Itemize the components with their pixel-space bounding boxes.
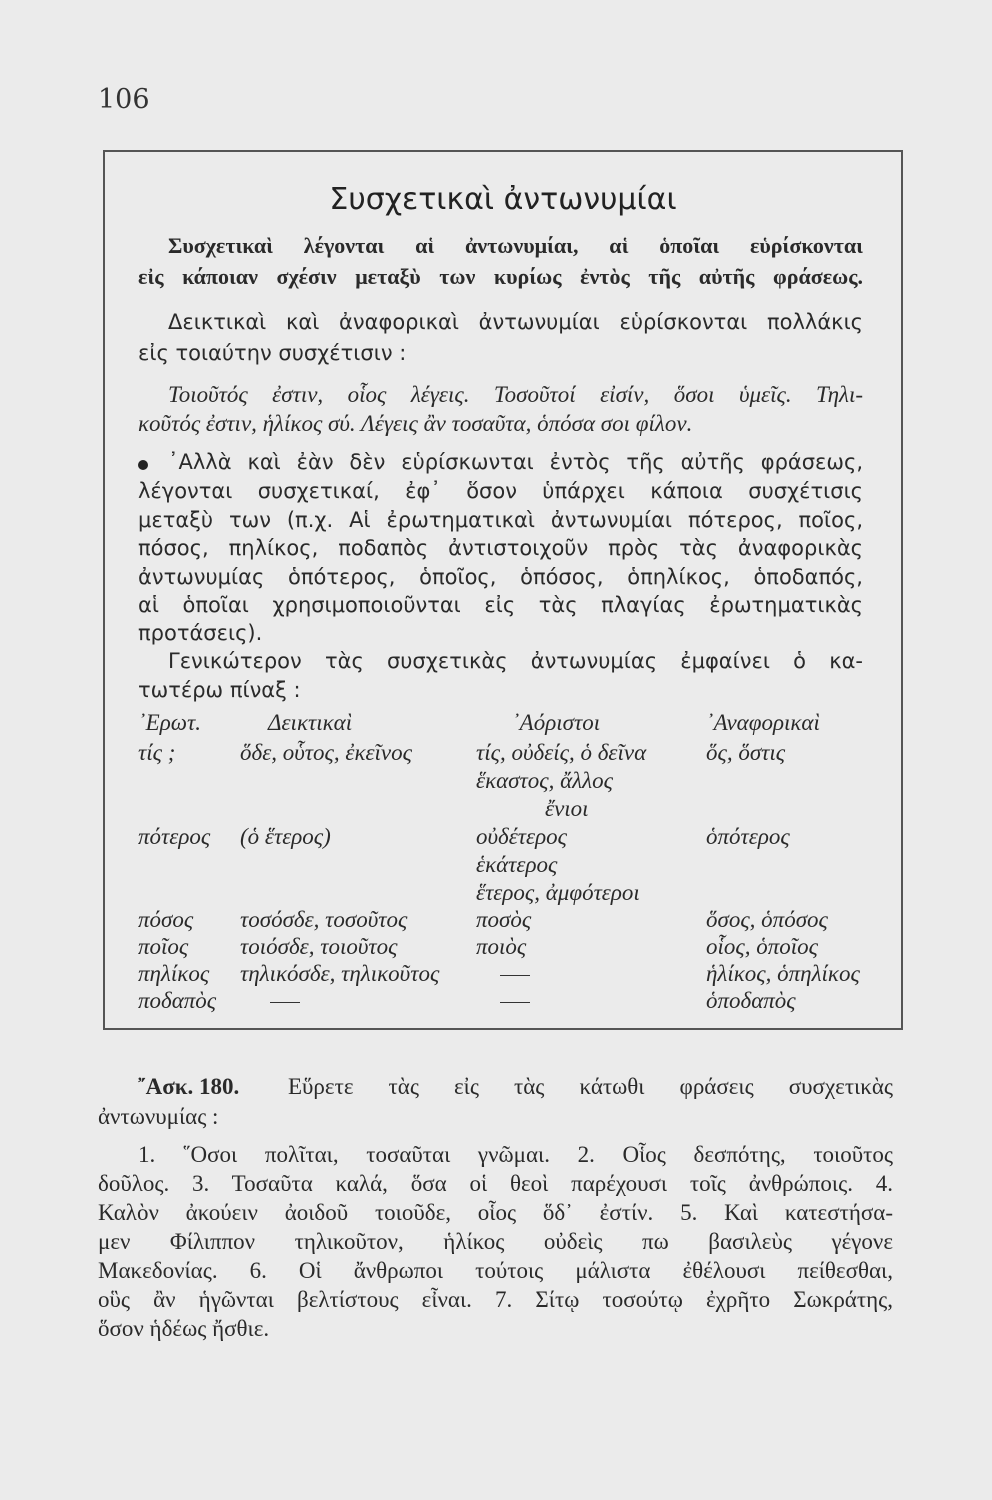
empty-dash <box>500 975 530 976</box>
bullet-marker <box>138 460 148 470</box>
table-cell: ποσὸς <box>476 907 532 932</box>
exercise-line: ὅσον ἡδέως ἤσθιε. <box>98 1316 270 1341</box>
note-line: ᾿Αλλὰ καὶ ἐὰν δὲν εὑρίσκωνται ἐντὸς τῆς αὐτῆς φράσεως, <box>168 450 863 474</box>
note-line: μεταξὺ των (π.χ. Αἱ ἐρωτηματικαὶ ἀντωνυμίαι πότερος, ποῖος, <box>138 508 863 532</box>
exercise-line: οὓς ἂν ἡγῶνται βελτίστους εἶναι. 7. Σίτῳ τοσούτῳ ἐχρῆτο Σωκράτης, <box>98 1287 893 1312</box>
example-line: κοῦτός ἐστιν, ἡλίκος σύ. Λέγεις ἂν τοσαῦτα, ὁπόσα σοι φίλον. <box>138 411 693 436</box>
page-number: 106 <box>98 84 150 115</box>
table-cell: ὅσος, ὁπόσος <box>706 907 828 932</box>
table-cell: πόσος <box>138 907 194 932</box>
table-cell: πότερος <box>138 824 211 849</box>
note-line: προτάσεις). <box>138 621 263 645</box>
table-cell: ἡλίκος, ὁπηλίκος <box>706 961 860 986</box>
note-line: πόσος, πηλίκος, ποδαπὸς ἀντιστοιχοῦν πρὸς τὰς ἀναφορικὰς <box>138 536 863 560</box>
general-line: Γενικώτερον τὰς συσχετικὰς ἀντωνυμίας ἐμφαίνει ὁ κα- <box>168 649 863 673</box>
table-cell: ἕτερος, ἀμφότεροι <box>476 880 640 905</box>
intro-line: Δεικτικαὶ καὶ ἀναφορικαὶ ἀντωνυμίαι εὑρίσκονται πολλάκις <box>168 310 863 334</box>
empty-dash <box>500 1002 530 1003</box>
table-cell: τηλικόσδε, τηλικοῦτος <box>240 961 440 986</box>
definition-line: Συσχετικαὶ λέγονται αἱ ἀντωνυμίαι, αἱ ὁποῖαι εὑρίσκονται <box>168 233 863 258</box>
exercise-prompt: Εὕρετε τὰς εἰς τὰς κάτωθι φράσεις συσχετικὰς <box>288 1074 893 1099</box>
exercise-line: Μακεδονίας. 6. Οἱ ἄνθρωποι τούτοις μάλιστα ἐθέλουσι πείθεσθαι, <box>98 1258 893 1283</box>
table-cell: ποιὸς <box>476 934 527 959</box>
note-line: λέγονται συσχετικαί, ἐφ᾿ ὅσον ὑπάρχει κάποια συσχέτισις <box>138 479 863 503</box>
exercise-line: μεν Φίλιππον τηλικοῦτον, ἡλίκος οὐδεὶς πω βασιλεὺς γέγονε <box>98 1229 893 1254</box>
note-line: αἱ ὁποῖαι χρησιμοποιοῦνται εἰς τὰς πλαγίας ἐρωτηματικὰς <box>138 593 863 617</box>
exercise-line: Καλὸν ἀκούειν ἀοιδοῦ τοιοῦδε, οἷος ὅδ᾿ ἐστίν. 5. Καὶ κατεστήσα- <box>98 1200 893 1225</box>
table-cell: ὅς, ὅστις <box>706 740 786 765</box>
table-header-relative: ᾿Αναφορικαὶ <box>706 710 820 735</box>
table-cell: οὐδέτερος <box>476 824 567 849</box>
table-cell: ὅδε, οὗτος, ἐκεῖνος <box>240 740 412 765</box>
exercise-label: ῎Ασκ. 180. <box>138 1074 240 1099</box>
table-cell: πηλίκος <box>138 961 210 986</box>
table-cell: τίς, οὐδείς, ὁ δεῖνα <box>476 740 647 765</box>
table-cell: ποδαπὸς <box>138 988 217 1013</box>
table-cell: ἕκαστος, ἄλλος <box>476 768 613 793</box>
table-cell: ὁποδαπὸς <box>706 988 796 1013</box>
exercise-line: δοῦλος. 3. Τοσαῦτα καλά, ὅσα οἱ θεοὶ παρέχουσι τοῖς ἀνθρώποις. 4. <box>98 1171 893 1196</box>
box-title: Συσχετικαὶ ἀντωνυμίαι <box>329 182 677 217</box>
definition-line: εἰς κάποιαν σχέσιν μεταξὺ των κυρίως ἐντὸς τῆς αὐτῆς φράσεως. <box>138 264 863 289</box>
table-cell: τοιόσδε, τοιοῦτος <box>240 934 398 959</box>
exercise-line: 1. ῞Οσοι πολῖται, τοσαῦται γνῶμαι. 2. Οἷος δεσπότης, τοιοῦτος <box>138 1142 893 1167</box>
general-line: τωτέρω πίναξ : <box>138 678 301 702</box>
table-header-interrogative: ᾿Ερωτ. <box>138 710 201 735</box>
table-cell: ὁπότερος <box>706 824 790 849</box>
note-line: ἀντωνυμίας ὁπότερος, ὁποῖος, ὁπόσος, ὁπηλίκος, ὁποδαπός, <box>138 565 863 589</box>
table-cell: ἑκάτερος <box>476 852 558 877</box>
table-header-demonstrative: Δεικτικαὶ <box>268 710 353 735</box>
table-cell: τοσόσδε, τοσοῦτος <box>240 907 408 932</box>
exercise-prompt-line: ἀντωνυμίας : <box>98 1104 219 1129</box>
empty-dash <box>270 1002 300 1003</box>
table-cell: οἷος, ὁποῖος <box>706 934 818 959</box>
table-header-indefinite: ᾿Αόριστοι <box>512 710 601 735</box>
table-cell: ποῖος <box>138 934 189 959</box>
table-cell: (ὁ ἕτερος) <box>240 824 331 849</box>
example-line: Τοιοῦτός ἐστιν, οἷος λέγεις. Τοσοῦτοί εἰσίν, ὅσοι ὑμεῖς. Τηλι- <box>168 382 863 407</box>
table-cell: τίς ; <box>138 740 176 765</box>
table-cell: ἔνιοι <box>545 796 589 821</box>
intro-line: εἰς τοιαύτην συσχέτισιν : <box>138 341 407 365</box>
